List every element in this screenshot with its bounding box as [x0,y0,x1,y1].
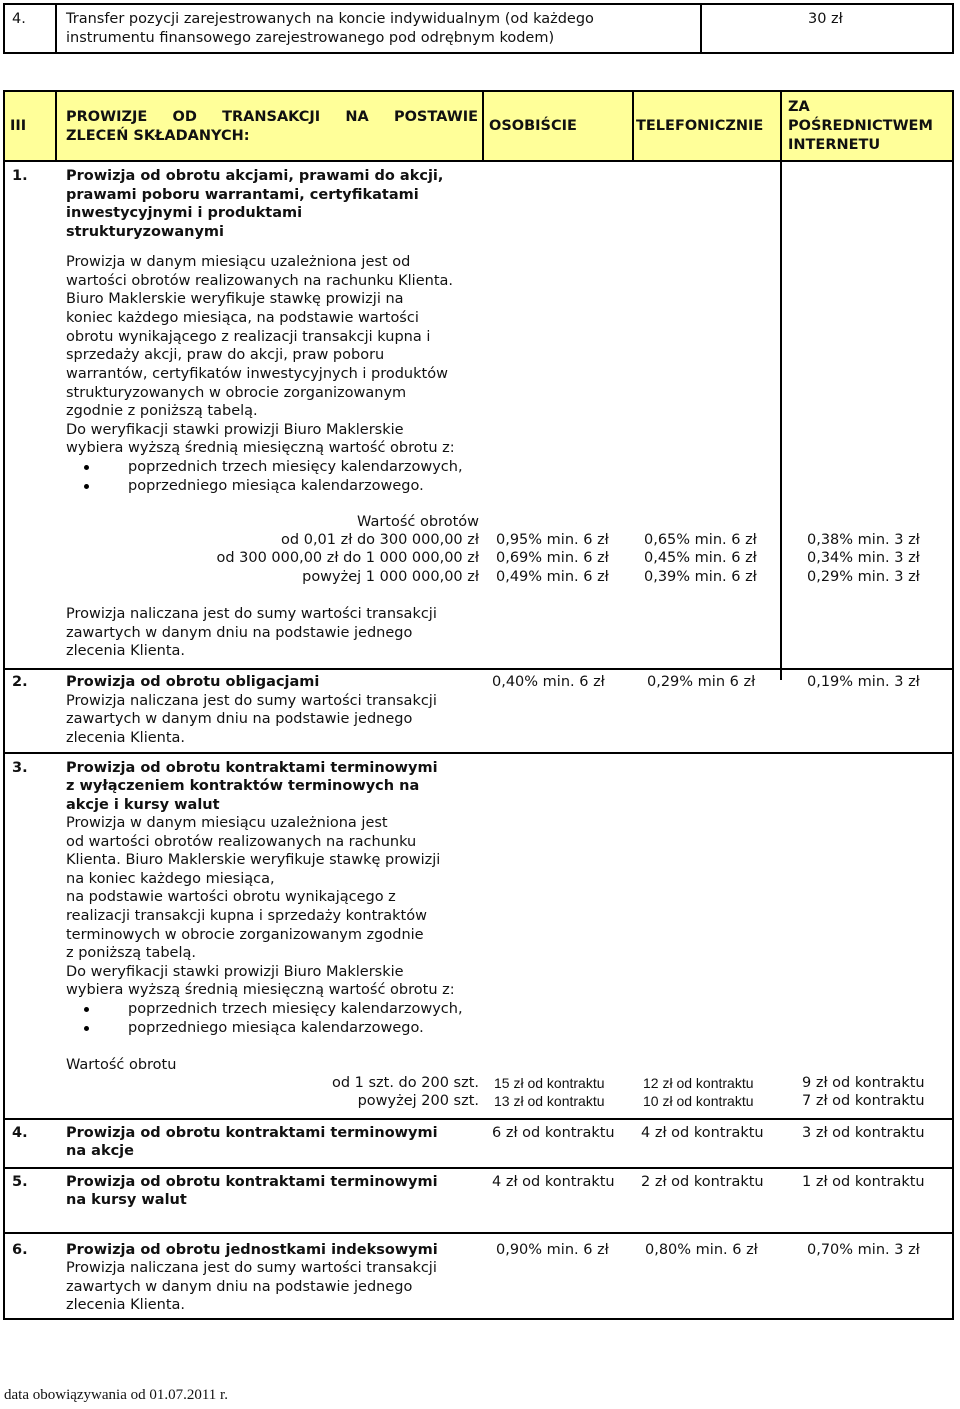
section-1-body-l2: wartości obrotów realizowanych na rachunku Klienta. [66,273,453,289]
rate-osobiscie: 15 zł od kontraktu [494,1075,605,1091]
column-divider [482,90,484,160]
rate-internet: 9 zł od kontraktu [802,1075,925,1091]
rate-internet: 7 zł od kontraktu [802,1093,925,1109]
rate-telefonicznie: 4 zł od kontraktu [641,1125,764,1141]
header-title-line-1: PROWIZJE OD TRANSAKCJI NA POSTAWIE [66,109,478,125]
column-divider [55,90,57,160]
section-3-body-l5: na podstawie wartości obrotu wynikającego z [66,889,396,905]
section-1-body-l5: obrotu wynikającego z realizacji transakcji kupna i [66,329,431,345]
rate-telefonicznie: 0,65% min. 6 zł [644,532,757,548]
section-3-body-l1: Prowizja w danym miesiącu uzależniona jest [66,815,388,831]
section-3-body-l9: Do weryfikacji stawki prowizji Biuro Maklerskie [66,964,404,980]
turnover-header: Wartość obrotów [357,514,479,530]
section-1-body-l11: wybiera wyższą średnią miesięczną wartość obrotu z: [66,440,455,456]
divider [55,3,57,54]
section-1-body-l8: strukturyzowanych w obrocie zorganizowanym [66,385,407,401]
row-number: 4. [12,11,26,27]
effective-date: data obowiązywania od 01.07.2011 r. [4,1387,228,1403]
section-5-title-l1: Prowizja od obrotu kontraktami terminowymi [66,1174,438,1190]
row-divider [3,1118,954,1120]
rate-internet: 3 zł od kontraktu [802,1125,925,1141]
section-1-title-l2: prawami poboru warrantami, certyfikatami [66,187,419,203]
rate-telefonicznie: 0,45% min. 6 zł [644,550,757,566]
section-1-note-l3: zlecenia Klienta. [66,643,186,659]
column-header-telefonicznie: TELEFONICZNIE [636,118,764,134]
transfer-price: 30 zł [808,11,843,27]
rate-osobiscie: 0,69% min. 6 zł [496,550,609,566]
rate-telefonicznie: 0,80% min. 6 zł [645,1242,758,1258]
divider [700,3,702,54]
section-1-title-l4: strukturyzowanymi [66,224,224,240]
rate-osobiscie: 13 zł od kontraktu [494,1093,605,1109]
rate-osobiscie: 0,90% min. 6 zł [496,1242,609,1258]
section-1-bullet-list [66,458,463,495]
contracts-range-1: od 1 szt. do 200 szt. [331,1075,479,1091]
section-1-body-l6: sprzedaży akcji, praw do akcji, praw poboru [66,347,385,363]
section-1-number: 1. [12,168,28,184]
section-3-body-l3: Klienta. Biuro Maklerskie weryfikuje stawkę prowizji [66,852,441,868]
section-2-body-l3: zlecenia Klienta. [66,730,186,746]
rate-osobiscie: 0,95% min. 6 zł [496,532,609,548]
list-item: poprzednich trzech miesięcy kalendarzowych, [66,1000,463,1019]
section-2-number: 2. [12,674,28,690]
section-3-body-l10: wybiera wyższą średnią miesięczną wartość obrotu z: [66,982,455,998]
section-1-title-l1: Prowizja od obrotu akcjami, prawami do akcji, [66,168,444,184]
section-1-body-l7: warrantów, certyfikatów inwestycyjnych i produktów [66,366,448,382]
section-3-bullet-list [66,1000,463,1037]
turnover-range-3: powyżej 1 000 000,00 zł [302,569,479,585]
rate-internet: 1 zł od kontraktu [802,1174,925,1190]
turnover-range-2: od 300 000,00 zł do 1 000 000,00 zł [216,550,479,566]
section-3-number: 3. [12,760,28,776]
row-divider [3,1167,954,1169]
section-1-body-l3: Biuro Maklerskie weryfikuje stawkę prowizji na [66,291,404,307]
rate-telefonicznie: 0,29% min 6 zł [647,674,756,690]
column-header-internet-l2: POŚREDNICTWEM [788,118,933,134]
section-1-body-l1: Prowizja w danym miesiącu uzależniona jest od [66,254,411,270]
section-4-title-l1: Prowizja od obrotu kontraktami terminowymi [66,1125,438,1141]
header-title-line-2: ZLECEŃ SKŁADANYCH: [66,128,250,144]
row-divider [3,752,954,754]
rate-osobiscie: 0,49% min. 6 zł [496,569,609,585]
header-divider [3,160,954,162]
section-5-number: 5. [12,1174,28,1190]
section-6-title: Prowizja od obrotu jednostkami indeksowymi [66,1242,438,1258]
section-6-body-l3: zlecenia Klienta. [66,1297,186,1313]
list-item: poprzednich trzech miesięcy kalendarzowych, [66,458,463,477]
section-3-title-l3: akcje i kursy walut [66,797,220,813]
section-1-title-l3: inwestycyjnymi i produktami [66,205,303,221]
column-divider [780,90,782,160]
section-4-title-l2: na akcje [66,1143,134,1159]
column-divider [632,90,634,160]
section-3-body-l2: od wartości obrotów realizowanych na rachunku [66,834,417,850]
column-header-internet-l1: ZA [788,99,810,115]
section-6-number: 6. [12,1242,28,1258]
transfer-line-1: Transfer pozycji zarejestrowanych na koncie indywidualnym (od każdego [66,11,594,27]
rate-osobiscie: 0,40% min. 6 zł [492,674,605,690]
turnover-range-1: od 0,01 zł do 300 000,00 zł [281,532,479,548]
section-5-title-l2: na kursy walut [66,1192,187,1208]
list-item: poprzedniego miesiąca kalendarzowego. [66,1019,463,1038]
rate-osobiscie: 4 zł od kontraktu [492,1174,615,1190]
transfer-line-2: instrumentu finansowego zarejestrowanego pod odrębnym kodem) [66,30,555,46]
section-3-body-l8: z poniższą tabelą. [66,945,197,961]
rate-telefonicznie: 10 zł od kontraktu [643,1093,754,1109]
column-header-internet-l3: INTERNETU [788,137,881,153]
section-1-body-l4: koniec każdego miesiąca, na podstawie wartości [66,310,419,326]
list-item: poprzedniego miesiąca kalendarzowego. [66,477,463,496]
section-2-body-l2: zawartych w danym dniu na podstawie jednego [66,711,413,727]
rate-internet: 0,38% min. 3 zł [807,532,920,548]
rate-telefonicznie: 12 zł od kontraktu [643,1075,754,1091]
section-2-title: Prowizja od obrotu obligacjami [66,674,320,690]
section-6-body-l2: zawartych w danym dniu na podstawie jednego [66,1279,413,1295]
section-4-number: 4. [12,1125,28,1141]
contracts-turnover-header: Wartość obrotu [66,1057,177,1073]
section-1-note-l2: zawartych w danym dniu na podstawie jednego [66,625,413,641]
section-3-body-l7: terminowych w obrocie zorganizowanym zgodnie [66,927,424,943]
section-3-body-l4: na koniec każdego miesiąca, [66,871,275,887]
section-roman-number: III [10,118,27,134]
section-3-body-l6: realizacji transakcji kupna i sprzedaży kontraktów [66,908,427,924]
section-3-title-l2: z wyłączeniem kontraktów terminowych na [66,778,420,794]
rate-telefonicznie: 0,39% min. 6 zł [644,569,757,585]
column-header-osobiscie: OSOBIŚCIE [489,118,577,134]
section-6-body-l1: Prowizja naliczana jest do sumy wartości transakcji [66,1260,437,1276]
internet-column-divider [780,160,782,680]
rate-osobiscie: 6 zł od kontraktu [492,1125,615,1141]
rate-internet: 0,29% min. 3 zł [807,569,920,585]
section-1-note-l1: Prowizja naliczana jest do sumy wartości transakcji [66,606,437,622]
contracts-range-2: powyżej 200 szt. [357,1093,479,1109]
rate-internet: 0,34% min. 3 zł [807,550,920,566]
section-1-body-l9: zgodnie z poniższą tabelą. [66,403,258,419]
rate-internet: 0,70% min. 3 zł [807,1242,920,1258]
row-divider [3,1232,954,1234]
section-2-body-l1: Prowizja naliczana jest do sumy wartości transakcji [66,693,437,709]
section-1-body-l10: Do weryfikacji stawki prowizji Biuro Maklerskie [66,422,404,438]
section-3-title-l1: Prowizja od obrotu kontraktami terminowymi [66,760,438,776]
rate-internet: 0,19% min. 3 zł [807,674,920,690]
row-divider [3,668,954,670]
rate-telefonicznie: 2 zł od kontraktu [641,1174,764,1190]
